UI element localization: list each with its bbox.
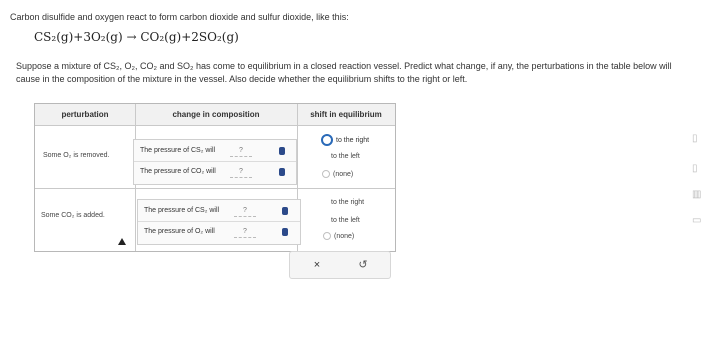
row2-option-left[interactable]: to the left bbox=[331, 217, 360, 224]
change-separator bbox=[138, 221, 300, 222]
row1-perturbation: Some O₂ is removed. bbox=[43, 152, 110, 159]
row1-change-cell bbox=[133, 139, 297, 185]
radio-icon[interactable] bbox=[323, 232, 331, 240]
row1-option-right[interactable]: to the right bbox=[321, 134, 369, 146]
radio-icon[interactable] bbox=[322, 170, 330, 178]
chemical-equation: CS₂(g)+3O₂(g) → CO₂(g)+2SO₂(g) bbox=[34, 30, 239, 44]
radio-selected-icon[interactable] bbox=[321, 134, 333, 146]
clear-button[interactable]: × bbox=[313, 259, 321, 271]
side-tool-icon[interactable]: ▥ bbox=[692, 189, 701, 200]
side-tool-icon[interactable]: ▯ bbox=[692, 133, 698, 144]
row-divider bbox=[35, 188, 395, 189]
row1-change2-select[interactable]: ? bbox=[230, 167, 252, 178]
row2-option-none[interactable]: (none) bbox=[323, 232, 354, 240]
problem-text: Suppose a mixture of CS₂, O₂, CO₂ and SO₂ has come to equilibrium in a closed reaction vessel. Predict what change, if any, the perturbations in the table below will cause in the composition of the mixture in the vessel. Also decide whether the equilibrium shifts to the right or left. bbox=[16, 61, 672, 84]
side-tool-icon[interactable]: ▯ bbox=[692, 163, 698, 174]
row1-change2-stepper-icon[interactable] bbox=[279, 168, 285, 176]
row2-change2-label: The pressure of O₂ will bbox=[144, 228, 215, 235]
action-button-group bbox=[289, 251, 391, 279]
header-change: change in composition bbox=[135, 104, 297, 126]
undo-button[interactable]: ↺ bbox=[358, 259, 368, 271]
side-tool-icon[interactable]: ▭ bbox=[692, 215, 701, 226]
row2-change1-label: The pressure of CS₂ will bbox=[144, 207, 220, 214]
row1-change1-stepper-icon[interactable] bbox=[279, 147, 285, 155]
row2-change2-select[interactable]: ? bbox=[234, 227, 256, 238]
row1-change1-select[interactable]: ? bbox=[230, 146, 252, 157]
row1-change2-label: The pressure of CO₂ will bbox=[140, 168, 216, 175]
row2-change1-stepper-icon[interactable] bbox=[282, 207, 288, 215]
header-perturbation: perturbation bbox=[35, 104, 135, 126]
change-separator bbox=[134, 161, 296, 162]
row2-option-right[interactable]: to the right bbox=[331, 199, 365, 206]
row1-change1-label: The pressure of CS₂ will bbox=[140, 147, 216, 154]
intro-text: Carbon disulfide and oxygen react to form carbon dioxide and sulfur dioxide, like this: bbox=[10, 12, 349, 22]
mouse-cursor-icon bbox=[118, 238, 126, 245]
header-shift: shift in equilibrium bbox=[297, 104, 395, 126]
perturbation-table bbox=[34, 103, 396, 252]
row2-change2-stepper-icon[interactable] bbox=[282, 228, 288, 236]
row1-option-none[interactable]: (none) bbox=[322, 170, 353, 178]
row2-change1-select[interactable]: ? bbox=[234, 206, 256, 217]
row2-perturbation: Some CO₂ is added. bbox=[41, 212, 105, 219]
row2-change-cell bbox=[137, 199, 301, 245]
side-tool-strip bbox=[690, 120, 700, 240]
row1-option-left[interactable]: to the left bbox=[331, 153, 360, 160]
